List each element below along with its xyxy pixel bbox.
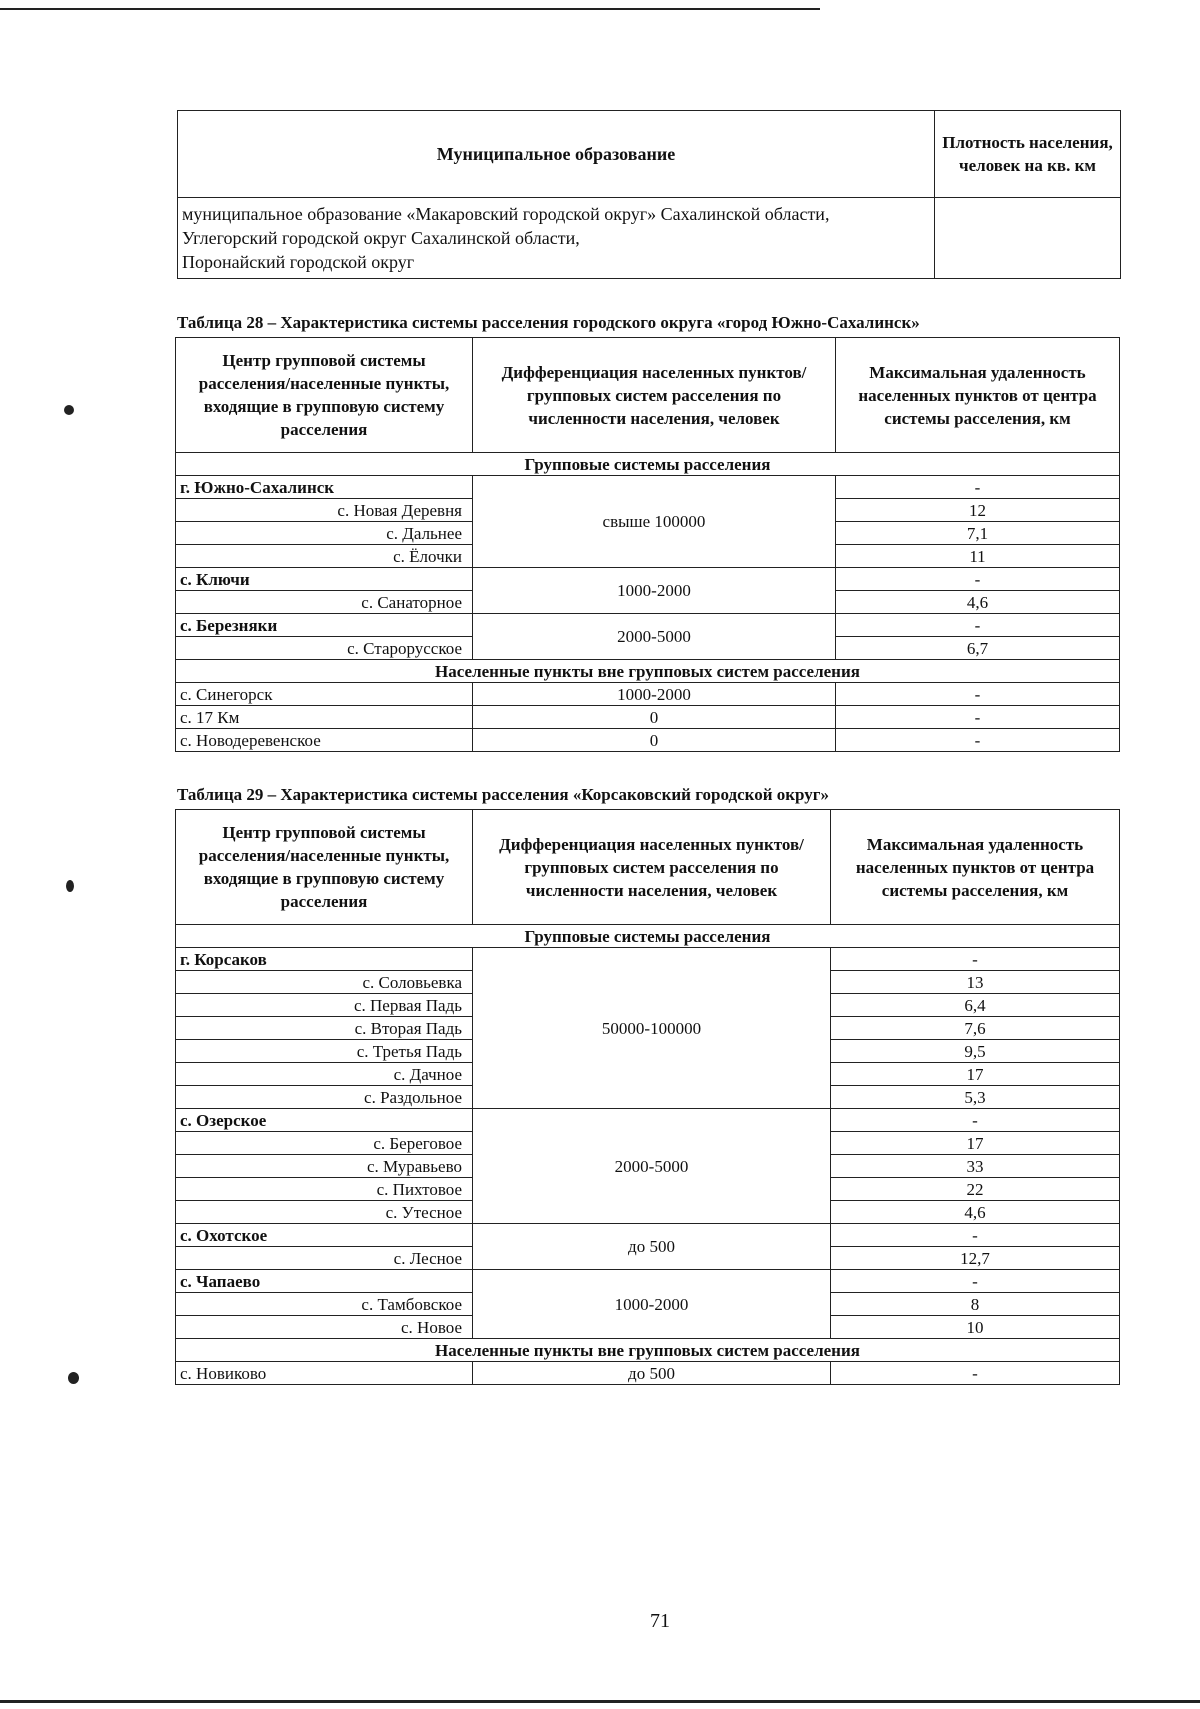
t29-section-groups: Групповые системы расселения — [176, 925, 1120, 948]
municipality-line-2: Углегорский городской округ Сахалинской области, — [182, 228, 580, 248]
t29-dist: 22 — [831, 1178, 1120, 1201]
t29-outside-pop: до 500 — [473, 1362, 831, 1385]
t29-dist: 17 — [831, 1132, 1120, 1155]
t29-dist: - — [831, 1224, 1120, 1247]
t29-member: с. Береговое — [176, 1132, 473, 1155]
t28-dist: 11 — [836, 545, 1120, 568]
t29-dist: - — [831, 1270, 1120, 1293]
municipality-line-1: муниципальное образование «Макаровский городской округ» Сахалинской области, — [182, 204, 830, 224]
t29-member: с. Первая Падь — [176, 994, 473, 1017]
t28-outside-dist: - — [836, 729, 1120, 752]
t29-pop: 50000-100000 — [473, 948, 831, 1109]
t29-member: с. Вторая Падь — [176, 1017, 473, 1040]
t29-center: г. Корсаков — [176, 948, 473, 971]
t28-member: с. Старорусское — [176, 637, 473, 660]
scan-artifact — [68, 1372, 79, 1384]
t28-pop: свыше 100000 — [473, 476, 836, 568]
t29-member: с. Третья Падь — [176, 1040, 473, 1063]
bottom-rule — [0, 1700, 1200, 1703]
t29-center: с. Охотское — [176, 1224, 473, 1247]
t28-outside-pop: 0 — [473, 729, 836, 752]
t29-member: с. Лесное — [176, 1247, 473, 1270]
t28-center: с. Ключи — [176, 568, 473, 591]
t29-dist: 12,7 — [831, 1247, 1120, 1270]
t28-dist: - — [836, 614, 1120, 637]
density-cell — [935, 198, 1121, 279]
t29-dist: 10 — [831, 1316, 1120, 1339]
t29-dist: 13 — [831, 971, 1120, 994]
table29-caption: Таблица 29 – Характеристика системы расселения «Корсаковский городской округ» — [177, 785, 829, 804]
t29-member: с. Утесное — [176, 1201, 473, 1224]
t29-member: с. Соловьевка — [176, 971, 473, 994]
t28-outside-pop: 1000-2000 — [473, 683, 836, 706]
t28-dist: 4,6 — [836, 591, 1120, 614]
t28-section-groups: Групповые системы расселения — [176, 453, 1120, 476]
t28-outside-name: с. Синегорск — [176, 683, 473, 706]
t29-member: с. Муравьево — [176, 1155, 473, 1178]
municipality-line-3: Поронайский городской округ — [182, 252, 415, 272]
t28-section-outside: Населенные пункты вне групповых систем расселения — [176, 660, 1120, 683]
table28 — [175, 337, 1120, 752]
t29-outside-name: с. Новиково — [176, 1362, 473, 1385]
t28-pop: 1000-2000 — [473, 568, 836, 614]
t29-dist: 4,6 — [831, 1201, 1120, 1224]
t28-outside-dist: - — [836, 706, 1120, 729]
top-rule — [0, 8, 820, 10]
t28-member: с. Санаторное — [176, 591, 473, 614]
t28-dist: - — [836, 476, 1120, 499]
header-density: Плотность населения, человек на кв. км — [935, 111, 1121, 198]
t29-member: с. Дачное — [176, 1063, 473, 1086]
t29-dist: 7,6 — [831, 1017, 1120, 1040]
t29-outside-dist: - — [831, 1362, 1120, 1385]
t28-member: с. Дальнее — [176, 522, 473, 545]
t29-col1-header: Центр групповой системы расселения/населенные пункты, входящие в групповую систему расселения — [176, 810, 473, 925]
t29-dist: 9,5 — [831, 1040, 1120, 1063]
table28-caption: Таблица 28 – Характеристика системы расселения городского округа «город Южно-Сахалинск» — [177, 313, 920, 332]
table29 — [175, 809, 1120, 1385]
t28-member: с. Новая Деревня — [176, 499, 473, 522]
t29-dist: - — [831, 1109, 1120, 1132]
t29-pop: 2000-5000 — [473, 1109, 831, 1224]
t29-member: с. Тамбовское — [176, 1293, 473, 1316]
scan-artifact — [66, 880, 74, 892]
t29-pop: до 500 — [473, 1224, 831, 1270]
t29-col3-header: Максимальная удаленность населенных пунктов от центра системы расселения, км — [831, 810, 1120, 925]
density-table — [177, 110, 1121, 279]
t29-center: с. Озерское — [176, 1109, 473, 1132]
t29-dist: 6,4 — [831, 994, 1120, 1017]
t29-section-outside: Населенные пункты вне групповых систем расселения — [176, 1339, 1120, 1362]
t28-center: с. Березняки — [176, 614, 473, 637]
t28-outside-dist: - — [836, 683, 1120, 706]
t28-center: г. Южно-Сахалинск — [176, 476, 473, 499]
t29-pop: 1000-2000 — [473, 1270, 831, 1339]
t29-dist: 8 — [831, 1293, 1120, 1316]
t29-member: с. Раздольное — [176, 1086, 473, 1109]
t28-dist: 6,7 — [836, 637, 1120, 660]
t29-dist: 17 — [831, 1063, 1120, 1086]
t28-dist: 12 — [836, 499, 1120, 522]
t28-outside-name: с. Новодеревенское — [176, 729, 473, 752]
t28-outside-pop: 0 — [473, 706, 836, 729]
t28-member: с. Ёлочки — [176, 545, 473, 568]
t29-center: с. Чапаево — [176, 1270, 473, 1293]
t29-dist: 33 — [831, 1155, 1120, 1178]
scan-artifact — [64, 405, 74, 415]
t28-col2-header: Дифференциация населенных пунктов/групповых систем расселения по численности населения, человек — [473, 338, 836, 453]
t29-dist: 5,3 — [831, 1086, 1120, 1109]
t28-dist: 7,1 — [836, 522, 1120, 545]
t28-dist: - — [836, 568, 1120, 591]
t28-col1-header: Центр групповой системы расселения/населенные пункты, входящие в групповую систему расселения — [176, 338, 473, 453]
t29-member: с. Пихтовое — [176, 1178, 473, 1201]
t29-member: с. Новое — [176, 1316, 473, 1339]
t29-dist: - — [831, 948, 1120, 971]
page-number: 71 — [650, 1610, 670, 1632]
municipality-cell — [178, 198, 935, 279]
t28-col3-header: Максимальная удаленность населенных пунктов от центра системы расселения, км — [836, 338, 1120, 453]
t28-outside-name: с. 17 Км — [176, 706, 473, 729]
header-municipality: Муниципальное образование — [178, 111, 935, 198]
t28-pop: 2000-5000 — [473, 614, 836, 660]
t29-col2-header: Дифференциация населенных пунктов/групповых систем расселения по численности населения, человек — [473, 810, 831, 925]
